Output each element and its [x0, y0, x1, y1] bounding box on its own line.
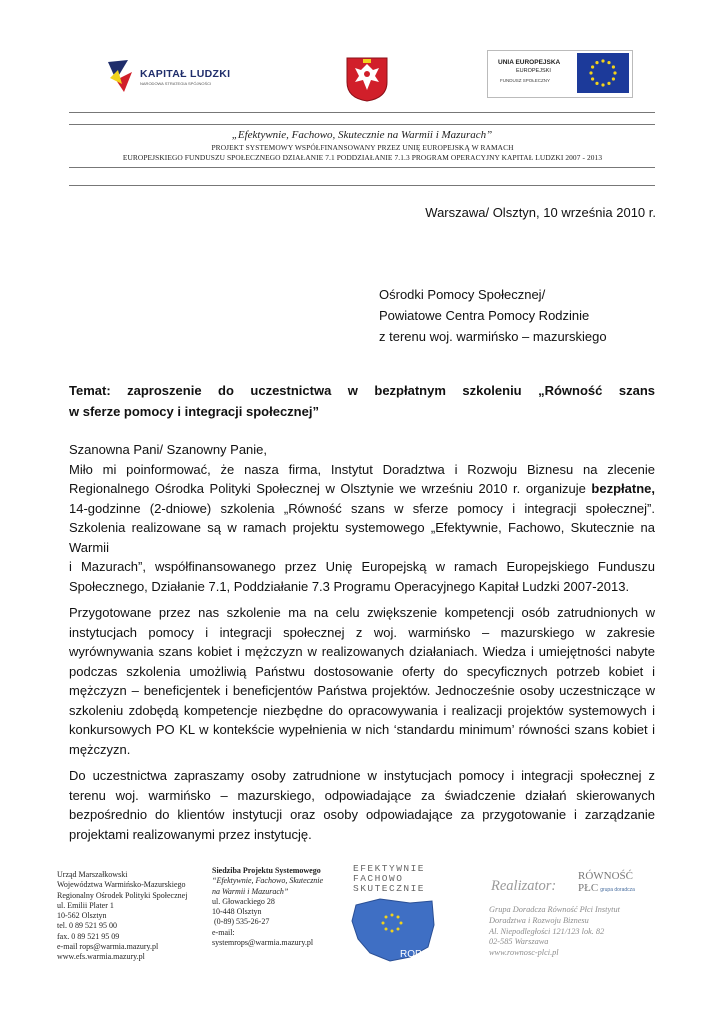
paragraph-1-bold: bezpłatne, — [591, 481, 655, 496]
footer-line: Doradztwa i Rozwoju Biznesu — [489, 915, 589, 925]
project-line-1: PROJEKT SYSTEMOWY WSPÓŁFINANSOWANY PRZEZ UNIĘ EUROPEJSKĄ W RAMACH — [211, 143, 514, 152]
paragraph-2: Przygotowane przez nas szkolenie ma na celu zwiększenie kompetencji osób zatrudnionych w instytucjach pomocy i integracji społecznej z woj. warmińsko – mazurskiego w zakresie wyrównywania szans kobiet i mężczyzn w realizowanych działaniach. Wiedza i umiejętności nabyte podczas szkolenia umożliwią Państwu dostosowanie oferty do specyficznych potrzeb kobiet i mężczyzn – beneficjentek i beneficjentów Państwa projektów. Jednocześnie osoby uczestniczące w szkoleniu zdobędą kompetencje niezbędne do opracowywania i realizacji projektów systemowych i konkursowych PO KL w kontekście wypełnienia w nich ‘standardu minimum’ równości szans kobiet i mężczyzn. — [69, 605, 655, 757]
project-line-2: EUROPEJSKIEGO FUNDUSZU SPOŁECZNEGO DZIAŁANIE 7.1 PODDZIAŁANIE 7.1.3 PROGRAM OPERACYJNY KAPITAŁ LUDZKI 2007 - 2013 — [122, 153, 603, 162]
realizator-label: Realizator: — [491, 878, 557, 894]
footer-line: e-mail: — [212, 927, 235, 937]
eu-line2: EUROPEJSKI — [516, 68, 551, 74]
kapital-ludzki-name: KAPITAŁ LUDZKI — [140, 68, 231, 80]
footer-col-siedziba — [212, 866, 323, 948]
footer-line: na Warmii i Mazurach” — [212, 886, 289, 896]
paragraph-1-continued: i Mazurach”, współfinansowanego przez Unię Europejską w ramach Europejskiego Funduszu Społecznego, Działanie 7.1, Poddziałanie 7.3 Programu Operacyjnego Kapitał Ludzki 2007-2013. — [69, 559, 655, 594]
header-divider-bottom — [69, 185, 655, 186]
letter-date: Warszawa/ Olsztyn, 10 września 2010 r. — [425, 205, 656, 220]
kapital-ludzki-subtitle: NARODOWA STRATEGIA SPÓJNOŚCI — [140, 81, 212, 86]
rownosc-logo-sub: grupa doradcza — [600, 887, 635, 893]
rownosc-logo-line: RÓWNOŚĆ — [578, 870, 634, 882]
rownosc-logo-line: PŁC — [578, 882, 599, 894]
footer-col-urzad — [57, 870, 187, 963]
footer-col-realizator — [489, 905, 620, 959]
eu-flag-icon — [577, 53, 629, 93]
footer-line: Grupa Doradcza Równość Płci Instytut — [489, 905, 620, 914]
paragraph-1-text: Miło mi poinformować, że nasza firma, Instytut Doradztwa i Rozwoju Biznesu na zlecenie Regionalnego Ośrodka Polityki Społecznej w Olsztynie we wrześniu 2010 r. organizuje — [69, 461, 655, 496]
warmia-mazury-crest-icon — [345, 56, 389, 102]
footer-line: ul. Głowackiego 28 — [212, 896, 275, 906]
footer-phone: (0-89) 535-26-27 — [212, 917, 270, 927]
subject-line-1: Temat: zaproszenie do uczestnictwa w bezpłatnym szkoleniu „Równość szans — [69, 383, 655, 398]
footer-line: Urząd Marszałkowski — [57, 870, 128, 879]
kapital-ludzki-star-icon — [106, 58, 134, 94]
efs-logo-text — [353, 864, 435, 894]
footer-email[interactable]: e-mail rops@warmia.mazury.pl — [57, 942, 159, 952]
footer-line: “Efektywnie, Fachowo, Skutecznie — [212, 876, 324, 886]
recipient-line: Powiatowe Centra Pomocy Rodzinie — [379, 308, 590, 323]
footer-line: 10-562 Olsztyn — [57, 911, 107, 921]
footer-email[interactable]: systemrops@warmia.mazury.pl — [212, 938, 314, 948]
recipient-address — [379, 284, 607, 347]
recipient-line: z terenu woj. warmińsko – mazurskiego — [379, 329, 607, 344]
efs-logo-line: FACHOWO — [353, 873, 404, 884]
recipient-line: Ośrodki Pomocy Społecznej/ — [379, 287, 546, 302]
eu-efs-logo — [487, 50, 633, 98]
footer-website[interactable]: www.rownosc-plci.pl — [489, 948, 559, 958]
letter-subject — [69, 380, 655, 422]
footer-line: ul. Emilii Plater 1 — [57, 900, 114, 910]
subject-line-2: w sferze pomocy i integracji społecznej” — [69, 404, 319, 419]
footer-website[interactable]: www.efs.warmia.mazury.pl — [57, 952, 145, 962]
footer-line: tel. 0 89 521 95 00 — [57, 921, 117, 931]
header-divider-3 — [69, 167, 655, 168]
warmia-map-logo-icon — [350, 895, 436, 963]
header-divider-top — [69, 112, 655, 113]
footer-title: Siedziba Projektu Systemowego — [212, 866, 321, 875]
project-motto: „Efektywnie, Fachowo, Skutecznie na Warmii i Mazurach” — [231, 129, 493, 141]
footer-line: 10-448 Olsztyn — [212, 907, 262, 917]
eu-line3: FUNDUSZ SPOŁECZNY — [500, 78, 551, 83]
footer-line: fax. 0 89 521 95 09 — [57, 931, 120, 941]
efs-logo-line: SKUTECZNIE — [353, 883, 426, 894]
rownosc-plci-logo — [578, 870, 635, 896]
paragraph-1 — [69, 460, 655, 558]
header-divider-2 — [69, 124, 655, 125]
footer-line: Regionalny Ośrodek Polityki Społecznej — [57, 890, 188, 900]
eu-line1: UNIA EUROPEJSKA — [498, 59, 561, 66]
footer-line: Al. Niepodległości 121/123 lok. 82 — [489, 926, 605, 936]
salutation: Szanowna Pani/ Szanowny Panie, — [69, 442, 268, 457]
kapital-ludzki-logo — [106, 58, 236, 98]
efs-rops-label: ROPS — [400, 949, 429, 960]
letter-body — [69, 440, 655, 844]
paragraph-3: Do uczestnictwa zapraszamy osoby zatrudnione w instytucjach pomocy i integracji społecznej z terenu woj. warmińsko – mazurskiego, odpowiadające za świadczenie działań skierowanych bezpośrednio do klientów instytucji oraz osoby odpowiadające za przygotowanie i zarządzanie projektami realizowanymi przez instytucję. — [69, 768, 655, 842]
paragraph-1-text-cont: 14-godzinne (2-dniowe) szkolenia „Równość szans w sferze pomocy i integracji społecznej”. Szkolenia realizowane są w ramach projektu systemowego „Efektywnie, Fachowo, Skutecznie na Warmii — [69, 500, 655, 555]
efs-logo-line: EFEKTYWNIE — [353, 863, 426, 874]
footer-line: Województwa Warmińsko-Mazurskiego — [57, 880, 186, 890]
footer-line: 02-585 Warszawa — [489, 937, 549, 947]
